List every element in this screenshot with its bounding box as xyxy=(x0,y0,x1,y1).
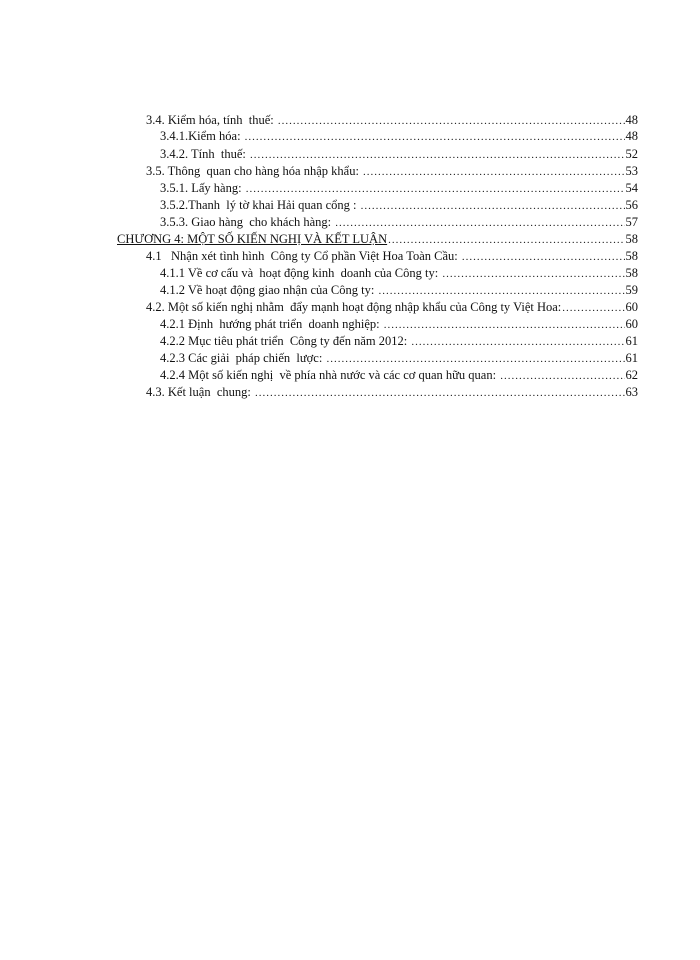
toc-entry-page: 60 xyxy=(625,300,638,314)
toc-entry-title: 4.2.4 Một số kiến nghị về phía nhà nước và các cơ quan hữu quan: xyxy=(160,368,500,382)
toc-entry-title: 3.5.3. Giao hàng cho khách hàng: xyxy=(160,215,335,229)
toc-entry-title: 4.1.2 Về hoạt động giao nhận của Công ty: xyxy=(160,283,378,297)
toc-entry-page: 58 xyxy=(625,232,638,246)
dot-leader xyxy=(388,232,624,247)
toc-entry-title: 3.5. Thông quan cho hàng hóa nhập khẩu: xyxy=(146,164,363,178)
toc-entry-page: 56 xyxy=(625,198,638,212)
toc-entry-page: 59 xyxy=(625,283,638,297)
dot-leader xyxy=(255,385,625,400)
toc-entry-title: 3.4.1.Kiểm hóa: xyxy=(160,129,244,143)
toc-entry xyxy=(146,248,638,264)
toc-entry-title: 4.2.3 Các giải pháp chiến lược: xyxy=(160,351,326,365)
dot-leader xyxy=(335,215,624,230)
toc-entry xyxy=(160,128,638,144)
toc-entry-title: 3.4.2. Tính thuế: xyxy=(160,147,250,161)
toc-entry-page: 58 xyxy=(625,266,638,280)
toc-entry xyxy=(160,214,638,230)
toc-entry-page: 61 xyxy=(625,334,638,348)
toc-entry xyxy=(160,197,638,213)
toc-entry-title: 3.5.2.Thanh lý tờ khai Hải quan cổng : xyxy=(160,198,360,212)
toc-entry-page: 58 xyxy=(625,249,638,263)
toc-chapter-title: CHƯƠNG 4: MỘT SỐ KIẾN NGHỊ VÀ KẾT LUẬN xyxy=(117,232,388,246)
toc-entry-page: 48 xyxy=(625,113,638,127)
toc-entry xyxy=(146,384,638,400)
toc-entry xyxy=(160,333,638,349)
dot-leader xyxy=(363,164,624,179)
toc-entry xyxy=(160,265,638,281)
dot-leader xyxy=(378,283,624,298)
dot-leader xyxy=(411,334,624,349)
dot-leader xyxy=(326,351,624,366)
toc-entry-page: 57 xyxy=(625,215,638,229)
toc-entry xyxy=(146,112,638,128)
toc-entry-page: 53 xyxy=(625,164,638,178)
toc-entry-title: 3.4. Kiểm hóa, tính thuế: xyxy=(146,113,277,127)
toc-entry-page: 63 xyxy=(625,385,638,399)
toc-entry-title: 4.2.2 Mục tiêu phát triển Công ty đến năm 2012: xyxy=(160,334,411,348)
dot-leader xyxy=(500,368,624,383)
toc-entry-page: 52 xyxy=(625,147,638,161)
toc-entry xyxy=(146,163,638,179)
toc-chapter-entry xyxy=(117,231,638,247)
toc-entry xyxy=(160,282,638,298)
dot-leader xyxy=(384,317,625,332)
toc-entry-page: 61 xyxy=(625,351,638,365)
toc-entry-page: 60 xyxy=(625,317,638,331)
toc-entry xyxy=(160,367,638,383)
dot-leader xyxy=(562,300,624,315)
toc-entry-title: 3.5.1. Lấy hàng: xyxy=(160,181,245,195)
dot-leader xyxy=(462,249,625,264)
toc-entry xyxy=(146,299,638,315)
toc-entry-title: 4.3. Kết luận chung: xyxy=(146,385,254,399)
dot-leader xyxy=(245,129,625,144)
toc-entry-title: 4.1.1 Về cơ cấu và hoạt động kinh doanh của Công ty: xyxy=(160,266,442,280)
dot-leader xyxy=(250,147,624,162)
toc-entry-title: 4.2.1 Định hướng phát triển doanh nghiệp: xyxy=(160,317,383,331)
dot-leader xyxy=(361,198,625,213)
toc-entry xyxy=(160,350,638,366)
toc-entry xyxy=(160,146,638,162)
dot-leader xyxy=(246,181,625,196)
toc-entry xyxy=(160,316,638,332)
toc-entry-page: 54 xyxy=(625,181,638,195)
toc-entry-page: 62 xyxy=(625,368,638,382)
toc-entry-title: 4.1 Nhận xét tình hình Công ty Cổ phần Việt Hoa Toàn Cầu: xyxy=(146,249,461,263)
dot-leader xyxy=(442,266,624,281)
toc-entry xyxy=(160,180,638,196)
toc-entry-page: 48 xyxy=(625,129,638,143)
dot-leader xyxy=(278,113,625,128)
toc-entry-title: 4.2. Một số kiến nghị nhằm đẩy mạnh hoạt động nhập khẩu của Công ty Việt Hoa: xyxy=(146,300,562,314)
